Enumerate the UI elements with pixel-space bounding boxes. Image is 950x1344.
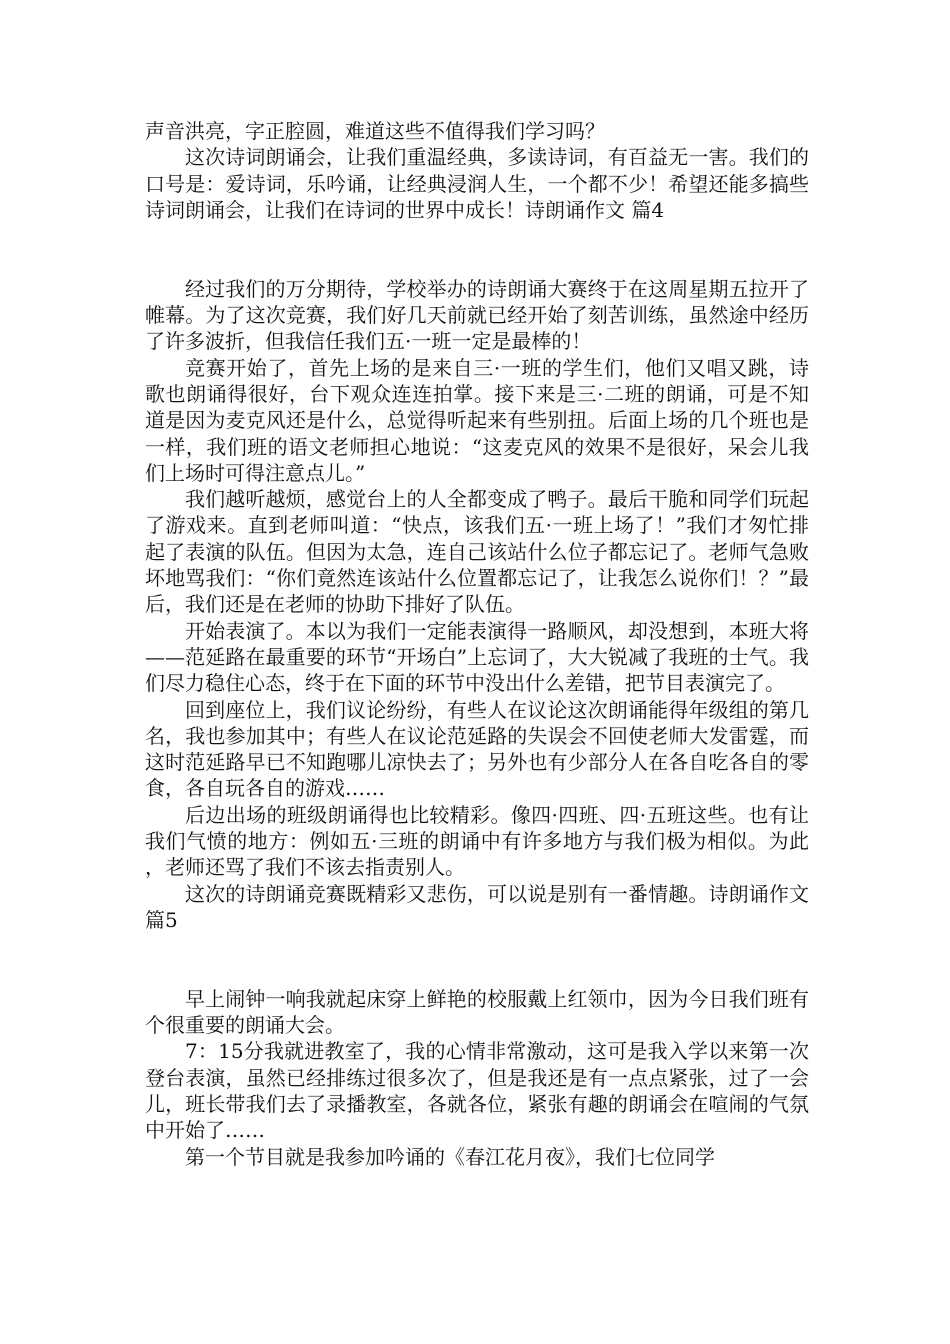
paragraph: 这次的诗朗诵竞赛既精彩又悲伤，可以说是别有一番情趣。诗朗诵作文 篇5	[145, 881, 809, 932]
paragraph: 这次诗词朗诵会，让我们重温经典，多读诗词，有百益无一害。我们的口号是：爱诗词，乐吟诵，让经典浸润人生，一个都不少！希望还能多搞些诗词朗诵会，让我们在诗词的世界中成长！诗朗诵作文 篇4	[145, 145, 809, 222]
paragraph: 回到座位上，我们议论纷纷，有些人在议论这次朗诵能得年级组的第几名，我也参加其中；有些人在议论范延路的失误会不回使老师大发雷霆，而这时范延路早已不知跑哪儿凉快去了；另外也有少部分人在各自吃各自的零食，各自玩各自的游戏……	[145, 697, 809, 801]
section-gap	[145, 933, 809, 986]
paragraph: 经过我们的万分期待，学校举办的诗朗诵大赛终于在这周星期五拉开了帷幕。为了这次竞赛，我们好几天前就已经开始了刻苦训练，虽然途中经历了许多波折，但我信任我们五·一班一定是最棒的！	[145, 276, 809, 354]
paragraph: 第一个节目就是我参加吟诵的《春江花月夜》，我们七位同学	[185, 1144, 715, 1169]
paragraph: 后边出场的班级朗诵得也比较精彩。像四·四班、四·五班这些。也有让我们气愤的地方：例如五·三班的朗诵中有许多地方与我们极为相似。为此，老师还骂了我们不该去指责别人。	[145, 802, 809, 880]
paragraph: 竞赛开始了，首先上场的是来自三·一班的学生们，他们又唱又跳，诗歌也朗诵得很好，台下观众连连拍掌。接下来是三·二班的朗诵，可是不知道是因为麦克风还是什么，总觉得听起来有些别扭。后面上场的几个班也是一样，我们班的语文老师担心地说：“这麦克风的效果不是很好，呆会儿我们上场时可得注意点儿。”	[145, 355, 809, 485]
paragraph: 7：15分我就进教室了，我的心情非常激动，这可是我入学以来第一次登台表演，虽然已经排练过很多次了，但是我还是有一点点紧张，过了一会儿，班长带我们去了录播教室，各就各位，紧张有趣的朗诵会在喧闹的气氛中开始了……	[145, 1039, 809, 1143]
section-gap	[145, 223, 809, 276]
paragraph: 早上闹钟一响我就起床穿上鲜艳的校服戴上红领巾，因为今日我们班有个很重要的朗诵大会。	[145, 986, 809, 1038]
paragraph: 我们越听越烦，感觉台上的人全都变成了鸭子。最后干脆和同学们玩起了游戏来。直到老师叫道：“快点，该我们五·一班上场了！”我们才匆忙排起了表演的队伍。但因为太急，连自己该站什么位子都忘记了。老师气急败坏地骂我们：“你们竟然连该站什么位置都忘记了，让我怎么说你们！？”最后，我们还是在老师的协助下排好了队伍。	[145, 487, 809, 617]
paragraph: 声音洪亮，字正腔圆，难道这些不值得我们学习吗？	[145, 119, 605, 143]
paragraph: 开始表演了。本以为我们一定能表演得一路顺风，却没想到，本班大将——范延路在最重要的环节“开场白”上忘词了，大大锐减了我班的士气。我们尽力稳住心态，终于在下面的环节中没出什么差错，把节目表演完了。	[145, 618, 809, 696]
document-page	[145, 118, 809, 1170]
